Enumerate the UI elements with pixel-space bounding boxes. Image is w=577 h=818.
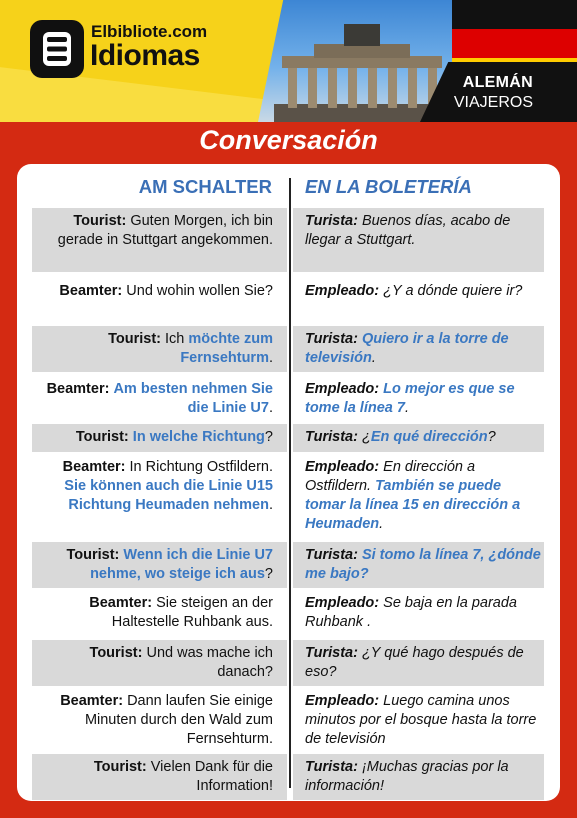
german-line [39,428,273,447]
dialogue-text: Luego camina unos minutos por el bosque hasta la torre de televisión [305,693,537,747]
speaker-label: Tourist: [108,331,161,347]
spanish-line [305,692,541,749]
spanish-line [305,212,541,250]
speaker-label: Tourist: [66,547,120,563]
dialogue-text: . [268,350,273,366]
speaker-label: Empleado: [305,693,380,709]
speaker-label: Empleado: [305,459,380,475]
brandenburg-gate-icon [274,18,450,122]
highlighted-phrase: Quiero ir a la torre de televisión [305,331,509,366]
spanish-line [305,594,541,632]
highlighted-phrase: Lo mejor es que se tome la línea 7 [305,381,515,416]
spanish-line [305,644,541,682]
german-line [39,692,273,749]
highlighted-phrase: Wenn ich die Linie U7 nehme, wo steige ich aus [90,547,273,582]
speaker-label: Turista: [305,429,358,445]
dialogue-text: . [371,350,376,366]
speaker-label: Turista: [305,645,358,661]
dialogue-text: Se baja en la parada Ruhbank . [305,595,517,630]
header-banner [0,0,577,122]
speaker-label: Tourist: [89,645,143,661]
german-line [39,458,273,515]
brand-domain: Elbibliote.com [91,22,208,41]
logo-e-icon [30,20,84,78]
spanish-line [305,758,541,796]
dialogue-text: . [268,497,273,513]
column-header-spanish: EN LA BOLETERÍA [305,176,472,197]
speaker-label: Turista: [305,213,358,229]
dialogue-text: . [268,400,273,416]
highlighted-phrase: Si tomo la línea 7, ¿dónde me bajo? [305,547,541,582]
dialogue-text: ¿ [357,429,371,445]
german-line [39,758,273,796]
dialogue-text: Dann laufen Sie einige Minuten durch den Wald zum Fernsehturm. [84,693,273,747]
dialogue-text: . [379,516,384,532]
dialogue-text: ? [487,429,496,445]
speaker-label: Beamter: [46,381,110,397]
german-line [39,594,273,632]
badge-topic: VIAJEROS [453,94,533,111]
conversation-card [17,164,560,801]
column-header-german: AM SCHALTER [138,176,272,197]
badge-language: ALEMÁN [462,74,533,91]
speaker-label: Tourist: [73,213,127,229]
dialogue-text: Sie steigen an der Haltestelle Ruhbank aus. [111,595,273,630]
speaker-label: Tourist: [93,759,147,775]
dialogue-text: In Richtung Ostfildern. [125,459,273,475]
dialogue-text: ? [264,429,273,445]
dialogue-text: Vielen Dank für die Information! [146,759,273,794]
highlighted-phrase: Sie können auch die Linie U15 Richtung Heumaden nehmen [64,478,273,513]
dialogue-text: ¡Muchas gracias por la información! [305,759,509,794]
dialogue-text: ? [264,566,273,582]
highlighted-phrase: In welche Richtung [132,429,265,445]
speaker-label: Beamter: [59,283,123,299]
german-line [39,380,273,418]
brand-name: Idiomas [90,39,200,72]
highlighted-phrase: möchte zum Fernsehturm [180,331,273,366]
speaker-label: Turista: [305,759,358,775]
spanish-line [305,330,541,368]
dialogue-text: En dirección a Ostfildern. [305,459,476,494]
flag-stripe-red [452,29,577,58]
speaker-label: Empleado: [305,595,380,611]
spanish-line [305,380,541,418]
speaker-label: Beamter: [62,459,126,475]
flag-stripe-black [452,0,577,29]
dialogue-text: ¿Y qué hago después de eso? [305,645,524,680]
page-title: Conversación [199,125,378,155]
dialogue-text: Und was mache ich danach? [142,645,273,680]
german-line [39,546,273,584]
speaker-label: Tourist: [75,429,129,445]
speaker-label: Beamter: [89,595,153,611]
spanish-line [305,458,541,534]
highlighted-phrase: Am besten nehmen Sie die Linie U7 [113,381,273,416]
dialogue-text: Und wohin wollen Sie? [122,283,273,299]
german-line [39,330,273,368]
spanish-line [305,282,541,301]
spanish-line [305,428,541,447]
speaker-label: Turista: [305,331,358,347]
highlighted-phrase: También se puede tomar la línea 15 en dirección a Heumaden [305,478,521,532]
highlighted-phrase: En qué dirección [370,429,488,445]
german-line [39,644,273,682]
speaker-label: Empleado: [305,283,380,299]
dialogue-text: ¿Y a dónde quiere ir? [379,283,523,299]
dialogue-text: Guten Morgen, ich bin gerade in Stuttgart angekommen. [57,213,273,248]
spanish-line [305,546,541,584]
column-divider [289,178,291,788]
speaker-label: Empleado: [305,381,380,397]
dialogue-text: Buenos días, acabo de llegar a Stuttgart. [305,213,511,248]
speaker-label: Turista: [305,547,358,563]
dialogue-text: Ich [161,331,189,347]
speaker-label: Beamter: [60,693,124,709]
german-line [39,282,273,301]
german-line [39,212,273,250]
dialogue-text: . [404,400,409,416]
